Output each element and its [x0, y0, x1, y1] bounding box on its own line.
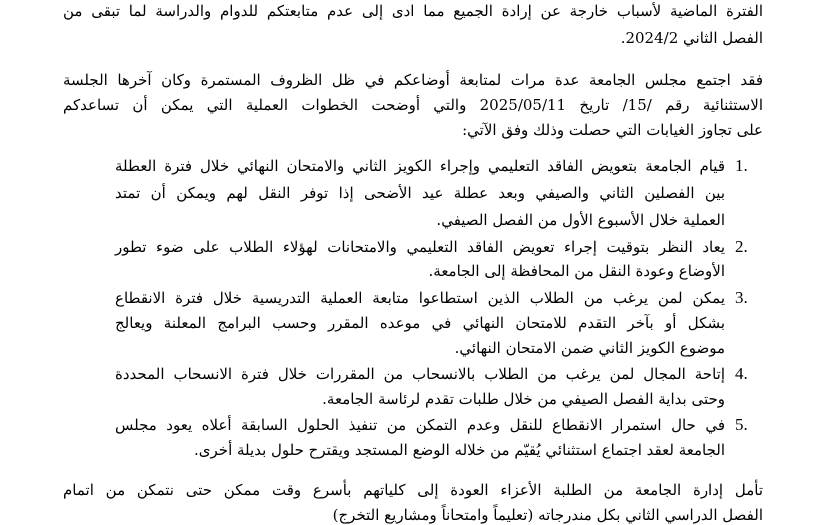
- closing-line-1: تأمل إدارة الجامعة من الطلبة الأعزاء العودة إلى كلياتهم بأسرع وقت ممكن حتى نتمكن من اتمام: [63, 481, 763, 499]
- item-2-number: 2.: [735, 237, 748, 256]
- meeting-line-3: على تجاوز الغيابات التي حصلت وذلك وفق الآتي:: [462, 121, 763, 139]
- item-3-number: 3.: [735, 288, 748, 307]
- item-3-line-1: يمكن لمن يرغب من الطلاب الذين استطاعوا متابعة العملية التدريسية خلال فترة الانقطاع: [115, 289, 725, 307]
- item-5-line-2: الجامعة لعقد اجتماع استثنائي يُقيّم من خلاله الوضع المستجد ويقترح حلول بديلة أخرى.: [194, 441, 725, 459]
- item-4-line-2: وحتى بداية الفصل الصيفي من خلال طلبات تقدم لرئاسة الجامعة.: [322, 390, 725, 408]
- item-4-line-1: إتاحة المجال لمن يرغب من الطلاب بالانسحاب من المقررات خلال فترة الانسحاب المحددة: [115, 365, 725, 383]
- item-1-number: 1.: [735, 156, 748, 175]
- meeting-line-1: فقد اجتمع مجلس الجامعة عدة مرات لمتابعة أوضاعكم في ظل الظروف المستمرة وكان آخرها الجلسة: [63, 71, 763, 89]
- item-3-line-3: موضوع الكويز الثاني ضمن الامتحان النهائي.: [454, 339, 725, 357]
- item-4-number: 4.: [735, 364, 748, 383]
- item-2-line-2: الأوضاع وعودة النقل من المحافظة إلى الجامعة.: [428, 262, 725, 280]
- intro-line-1: الفترة الماضية لأسباب خارجة عن إرادة الجميع مما ادى إلى عدم متابعتكم للدوام والدراسة لما تبقى من: [63, 2, 763, 20]
- intro-line-2: الفصل الثاني 2024/2.: [620, 29, 763, 47]
- meeting-line-2: الاستثنائية رقم /15/ تاريخ 2025/05/11 والتي أوضحت الخطوات العملية التي يمكن أن تساعدكم: [63, 96, 764, 114]
- item-5-number: 5.: [735, 415, 748, 434]
- closing-line-2: الفصل الدراسي الثاني بكل مندرجاته (تعليماً وامتحاناً ومشاريع التخرج): [332, 506, 763, 524]
- item-2-line-1: يعاد النظر بتوقيت إجراء تعويض الفاقد التعليمي والامتحانات لهؤلاء الطلاب على ضوء تطور: [115, 238, 725, 256]
- item-1-line-1: قيام الجامعة بتعويض الفاقد التعليمي وإجراء الكويز الثاني والامتحان النهائي خلال فترة العطلة: [115, 157, 725, 175]
- item-1-line-2: بين الفصلين الثاني والصيفي وبعد عطلة عيد الأضحى إذا توفر النقل لهم ويمكن أن تمتد: [115, 184, 725, 202]
- item-3-line-2: بشكل أو بآخر التقدم للامتحان النهائي في موعده المقرر وحسب البرامج المعلنة ويعالج: [115, 314, 725, 332]
- item-5-line-1: في حال استمرار الانقطاع للنقل وعدم التمكن من تنفيذ الحلول السابقة أعلاه يعود مجلس: [115, 416, 725, 434]
- item-1-line-3: العملية خلال الأسبوع الأول من الفصل الصيفي.: [436, 211, 725, 229]
